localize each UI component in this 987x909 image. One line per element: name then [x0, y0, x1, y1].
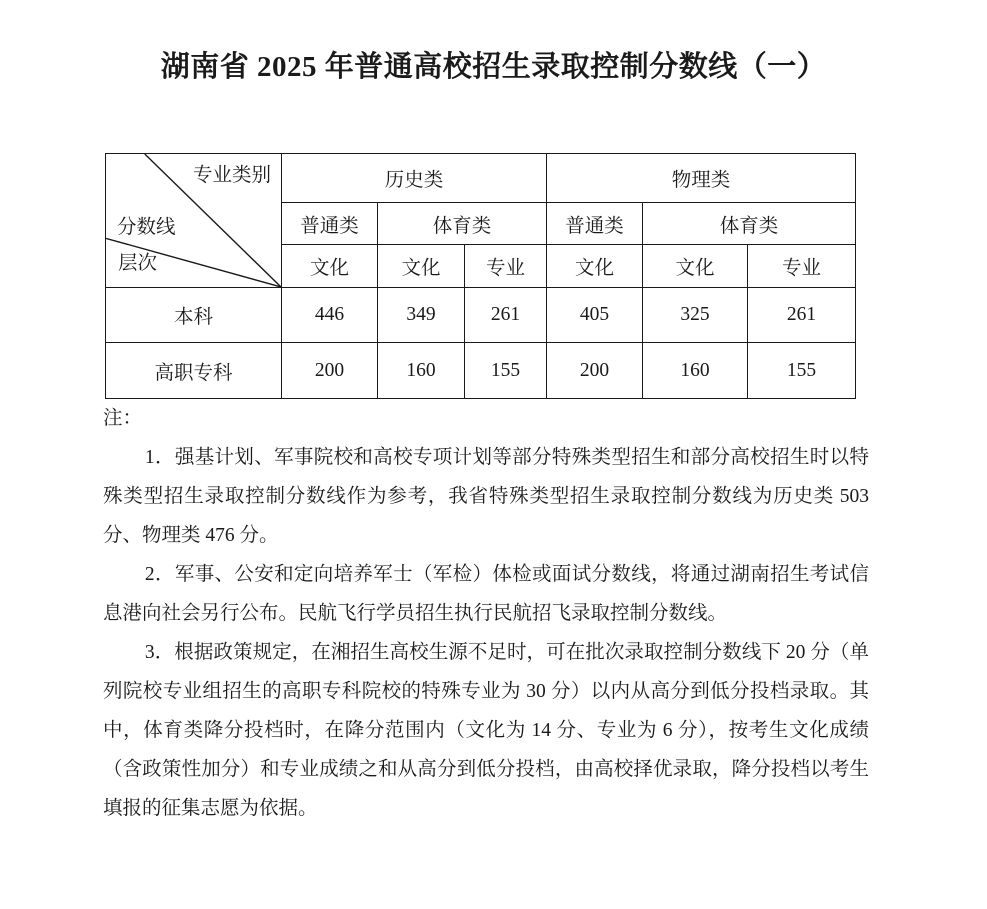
- score-cell-vc-physics-sports-culture: 160: [643, 343, 748, 399]
- header-history-sports: 体育类: [378, 203, 547, 245]
- corner-label-major-category: 专业类别: [192, 165, 271, 186]
- score-cell-vc-history-regular-culture: 200: [282, 343, 378, 399]
- score-cell-vc-history-sports-culture: 160: [378, 343, 465, 399]
- document-page: [0, 50, 987, 909]
- header-history-regular: 普通类: [282, 203, 378, 245]
- score-cell-vc-physics-regular-culture: 200: [547, 343, 643, 399]
- score-cell-ug-physics-regular-culture: 405: [547, 288, 643, 343]
- header-history-sports-culture: 文化: [378, 245, 465, 288]
- score-table: [105, 153, 856, 399]
- table-row-undergraduate: [106, 288, 856, 343]
- header-history-sports-major: 专业: [465, 245, 547, 288]
- header-physics-group: 物理类: [547, 154, 856, 203]
- corner-label-score-line: 分数线: [117, 217, 176, 238]
- table-row-group-headers: [106, 154, 856, 203]
- score-cell-ug-history-regular-culture: 446: [282, 288, 378, 343]
- row-label-vocational: 高职专科: [106, 343, 282, 399]
- score-cell-vc-physics-sports-major: 155: [748, 343, 856, 399]
- score-cell-vc-history-sports-major: 155: [465, 343, 547, 399]
- header-history-regular-culture: 文化: [282, 245, 378, 288]
- header-physics-regular-culture: 文化: [547, 245, 643, 288]
- header-physics-sports-culture: 文化: [643, 245, 748, 288]
- row-label-undergraduate: 本科: [106, 288, 282, 343]
- notes-label: 注：: [103, 408, 143, 429]
- header-history-group: 历史类: [282, 154, 547, 203]
- score-cell-ug-history-sports-culture: 349: [378, 288, 465, 343]
- score-cell-ug-physics-sports-culture: 325: [643, 288, 748, 343]
- header-physics-sports: 体育类: [643, 203, 856, 245]
- corner-header-cell: [106, 154, 282, 288]
- document-title: 湖南省 2025 年普通高校招生录取控制分数线（一）: [160, 51, 827, 83]
- header-physics-sports-major: 专业: [748, 245, 856, 288]
- note-item-1: 1．强基计划、军事院校和高校专项计划等部分特殊类型招生和部分高校招生时以特殊类型招生录取控制分数线作为参考，我省特殊类型招生录取控制分数线为历史类 503 分、物理类 476 分。: [103, 447, 869, 546]
- table-row-vocational: [106, 343, 856, 399]
- header-physics-regular: 普通类: [547, 203, 643, 245]
- note-item-3: 3．根据政策规定，在湘招生高校生源不足时，可在批次录取控制分数线下 20 分（单列院校专业组招生的高职专科院校的特殊专业为 30 分）以内从高分到低分投档录取。其中，体育类降分投档时，在降分范围内（文化为 14 分、专业为 6 分），按考生文化成绩（含政策性加分）和专业成绩之和从高分到低分投档，由高校择优录取，降分投档以考生填报的征集志愿为依据。: [103, 642, 869, 819]
- notes-section: [0, 399, 987, 828]
- score-cell-ug-physics-sports-major: 261: [748, 288, 856, 343]
- corner-label-level: 层次: [118, 253, 158, 274]
- score-cell-ug-history-sports-major: 261: [465, 288, 547, 343]
- note-item-2: 2．军事、公安和定向培养军士（军检）体检或面试分数线，将通过湖南招生考试信息港向社会另行公布。民航飞行学员招生执行民航招飞录取控制分数线。: [103, 564, 869, 624]
